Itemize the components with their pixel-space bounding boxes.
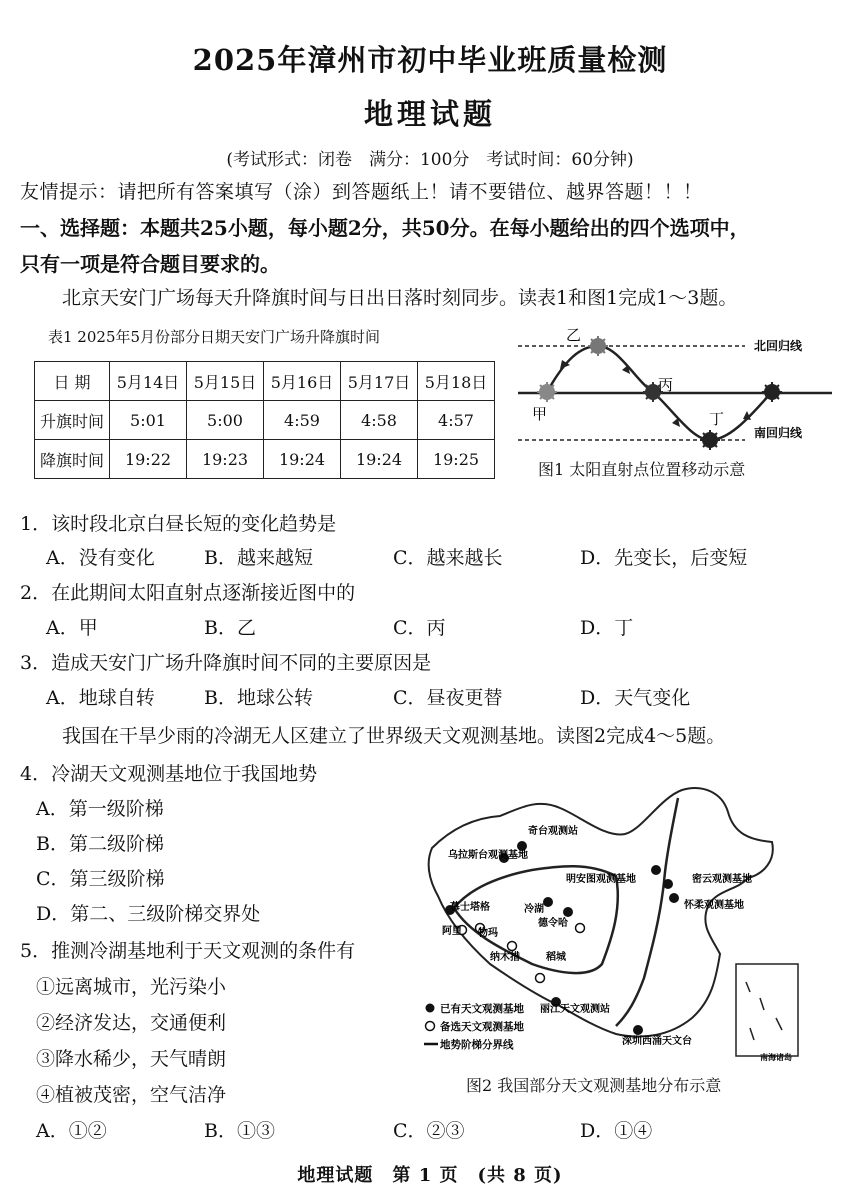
question-5-stem: 5．推测冷湖基地利于天文观测的条件有	[20, 940, 356, 962]
q4-option-d[interactable]: D．第二、三级阶梯交界处	[36, 903, 261, 925]
figure2-caption: 图2 我国部分天文观测基地分布示意	[466, 1076, 722, 1095]
table1-caption: 表1 2025年5月份部分日期天安门广场升降旗时间	[48, 328, 381, 346]
existing-base-marker	[543, 897, 553, 907]
sun-icon-yi	[588, 336, 608, 356]
point-label-ding: 丁	[709, 410, 725, 428]
q3-option-b[interactable]: B．地球公转	[204, 687, 313, 709]
existing-base-marker	[633, 1025, 643, 1035]
map-label-nanhai: 南海诸岛	[760, 1053, 792, 1062]
q5-option-d[interactable]: D．①④	[580, 1120, 653, 1142]
south-china-sea-inset	[736, 964, 798, 1056]
candidate-base-marker	[508, 942, 517, 951]
figure1-sun-path-diagram	[510, 320, 840, 480]
table-cell: 5:01	[110, 401, 187, 440]
map-label-muztagh: 慕士塔格	[450, 902, 490, 913]
table-lower-label: 降旗时间	[35, 440, 110, 479]
step-2-3-boundary	[616, 798, 678, 1026]
q5-option-a[interactable]: A．①②	[36, 1120, 107, 1142]
q2-option-c[interactable]: C．丙	[393, 617, 446, 639]
map-label-miyun: 密云观测基地	[692, 874, 752, 885]
page-footer: 地理试题 第 1 页 (共 8 页)	[297, 1165, 563, 1186]
existing-base-marker	[563, 907, 573, 917]
table-raise-label: 升旗时间	[35, 401, 110, 440]
table-row	[35, 440, 495, 479]
q3-option-a[interactable]: A．地球自转	[46, 687, 155, 709]
section-heading-line1: 一、选择题：本题共25小题，每小题2分，共50分。在每小题给出的四个选项中，	[20, 216, 750, 240]
existing-base-marker	[663, 879, 673, 889]
q5-condition-3: ③降水稀少，天气晴朗	[36, 1048, 227, 1070]
flag-time-table	[34, 361, 495, 479]
q2-option-a[interactable]: A．甲	[46, 617, 98, 639]
table-date-cell: 5月17日	[341, 362, 418, 401]
question-1-stem: 1．该时段北京白昼长短的变化趋势是	[20, 513, 337, 535]
question-2-stem: 2．在此期间太阳直射点逐渐接近图中的	[20, 582, 356, 604]
table-cell: 19:24	[341, 440, 418, 479]
table-cell: 4:57	[418, 401, 495, 440]
sun-icon-ding	[700, 430, 720, 450]
map-label-delingha: 德令哈	[538, 918, 568, 929]
sun-icon-jia	[537, 382, 557, 402]
table-date-cell: 5月15日	[187, 362, 264, 401]
table-cell: 19:23	[187, 440, 264, 479]
q2-option-d[interactable]: D．丁	[580, 617, 634, 639]
table-date-cell: 5月16日	[264, 362, 341, 401]
q4-option-c[interactable]: C．第三级阶梯	[36, 868, 165, 890]
existing-base-marker	[651, 865, 661, 875]
table-row	[35, 401, 495, 440]
legend-candidate-label: 备选天文观测基地	[440, 1021, 524, 1033]
map-label-mingantu: 明安图观测基地	[566, 874, 636, 885]
q5-option-b[interactable]: B．①③	[204, 1120, 275, 1142]
q5-condition-2: ②经济发达，交通便利	[36, 1012, 227, 1034]
table-cell: 4:58	[341, 401, 418, 440]
group2-intro: 我国在干旱少雨的冷湖无人区建立了世界级天文观测基地。读图2完成4～5题。	[62, 725, 726, 747]
point-label-bing: 丙	[658, 376, 674, 394]
exam-title: 2025年漳州市初中毕业班质量检测	[192, 43, 668, 77]
map-label-ali: 阿里	[442, 926, 462, 937]
table-date-cell: 5月18日	[418, 362, 495, 401]
figure2-china-map	[420, 778, 810, 1068]
map-label-daocheng: 稻城	[546, 952, 566, 963]
q5-option-c[interactable]: C．②③	[393, 1120, 465, 1142]
q4-option-a[interactable]: A．第一级阶梯	[36, 798, 164, 820]
legend-existing-marker	[426, 1004, 435, 1013]
q3-option-c[interactable]: C．昼夜更替	[393, 687, 503, 709]
figure1-caption: 图1 太阳直射点位置移动示意	[538, 460, 746, 479]
q4-option-b[interactable]: B．第二级阶梯	[36, 833, 164, 855]
legend-existing-label: 已有天文观测基地	[440, 1003, 524, 1015]
map-label-namco: 纳木措	[490, 952, 520, 963]
q5-condition-1: ①远离城市，光污染小	[36, 976, 227, 998]
point-label-yi: 乙	[566, 326, 582, 344]
candidate-base-marker	[536, 974, 545, 983]
table-cell: 4:59	[264, 401, 341, 440]
question-4-stem: 4．冷湖天文观测基地位于我国地势	[20, 763, 318, 785]
candidate-base-marker	[576, 924, 585, 933]
table-row	[35, 362, 495, 401]
legend-candidate-marker	[426, 1022, 435, 1031]
south-tropic-label: 南回归线	[754, 426, 803, 440]
legend-boundary-label: 地势阶梯分界线	[440, 1039, 514, 1051]
group1-intro: 北京天安门广场每天升降旗时间与日出日落时刻同步。读表1和图1完成1～3题。	[62, 287, 738, 309]
figure2-legend	[424, 1002, 524, 1051]
map-label-shenzhen: 深圳西涌天文台	[622, 1036, 692, 1047]
question-3-stem: 3．造成天安门广场升降旗时间不同的主要原因是	[20, 652, 432, 674]
map-label-huairou: 怀柔观测基地	[684, 900, 744, 911]
table-cell: 19:22	[110, 440, 187, 479]
table-cell: 19:24	[264, 440, 341, 479]
q2-option-b[interactable]: B．乙	[204, 617, 256, 639]
q1-option-c[interactable]: C．越来越长	[393, 547, 503, 569]
table-header-date: 日 期	[35, 362, 110, 401]
q5-condition-4: ④植被茂密，空气洁净	[36, 1084, 227, 1106]
map-label-lenghu: 冷湖	[524, 904, 544, 915]
sun-icon-end	[762, 382, 782, 402]
subject-title: 地理试题	[363, 97, 496, 131]
table-cell: 19:25	[418, 440, 495, 479]
table-cell: 5:00	[187, 401, 264, 440]
map-label-qitai: 奇台观测站	[528, 826, 578, 837]
table-date-cell: 5月14日	[110, 362, 187, 401]
friendly-tip: 友情提示：请把所有答案填写（涂）到答题纸上！请不要错位、越界答题！！！	[20, 181, 703, 203]
q3-option-d[interactable]: D．天气变化	[580, 687, 691, 709]
point-label-jia: 甲	[532, 405, 548, 423]
q1-option-a[interactable]: A．没有变化	[46, 547, 155, 569]
existing-base-marker	[669, 893, 679, 903]
exam-info: (考试形式：闭卷 满分：100分 考试时间：60分钟)	[226, 150, 634, 170]
q1-option-b[interactable]: B．越来越短	[204, 547, 313, 569]
section-heading-line2: 只有一项是符合题目要求的。	[20, 252, 280, 276]
q1-option-d[interactable]: D．先变长，后变短	[580, 547, 748, 569]
north-tropic-label: 北回归线	[754, 339, 803, 353]
map-label-wuma: 物玛	[478, 928, 498, 939]
map-label-wulasitai: 乌拉斯台观测基地	[448, 850, 528, 861]
map-label-lijiang: 丽江天文观测站	[540, 1004, 610, 1015]
